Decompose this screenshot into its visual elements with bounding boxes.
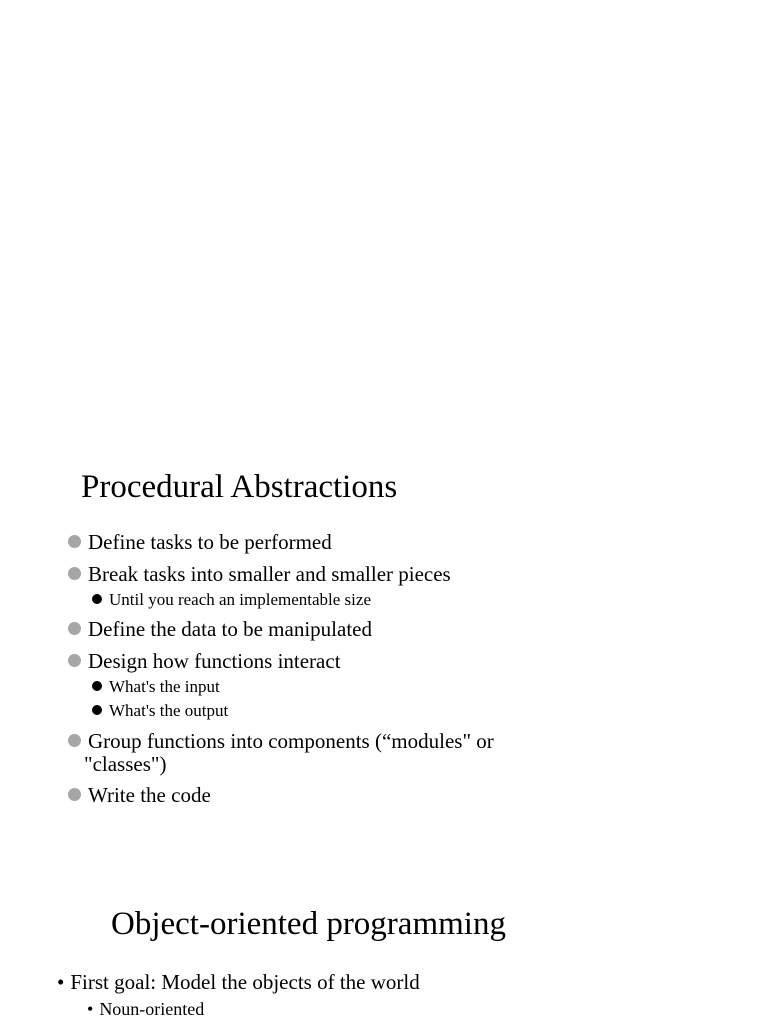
sub-bullet-item xyxy=(92,677,220,697)
bullet-icon xyxy=(68,622,81,635)
sub-bullet-icon xyxy=(92,705,102,715)
sub-bullet-text: Noun-oriented xyxy=(99,999,205,1019)
bullet-text: First goal: Model the objects of the world xyxy=(70,970,420,994)
slide-title-object-oriented-programming: Object-oriented programming xyxy=(111,906,506,942)
bullet-text: Define tasks to be performed xyxy=(88,530,332,554)
sub-bullet-icon xyxy=(92,681,102,691)
bullet-text: Write the code xyxy=(88,783,211,807)
bullet-icon xyxy=(68,654,81,667)
sub-bullet-text: What's the output xyxy=(109,701,229,720)
bullet-item xyxy=(68,618,538,641)
sub-bullet-item xyxy=(92,701,228,721)
bullet-text: Define the data to be manipulated xyxy=(88,617,372,641)
sub-bullet-item xyxy=(87,998,204,1020)
bullet-icon xyxy=(68,788,81,801)
bullet-item xyxy=(68,563,538,586)
bullet-icon xyxy=(68,535,81,548)
sub-bullet-icon: • xyxy=(87,999,94,1019)
bullet-icon xyxy=(68,567,81,580)
bullet-icon: • xyxy=(57,970,65,994)
sub-bullet-text: Until you reach an implementable size xyxy=(109,590,371,609)
bullet-text: Break tasks into smaller and smaller pieces xyxy=(88,562,451,586)
sub-bullet-item xyxy=(92,590,371,610)
bullet-item xyxy=(68,730,538,776)
bullet-text: Design how functions interact xyxy=(88,649,341,673)
bullet-item xyxy=(68,650,538,673)
sub-bullet-text: What's the input xyxy=(109,677,220,696)
bullet-item xyxy=(68,784,538,807)
bullet-icon xyxy=(68,734,81,747)
slide-title-procedural-abstractions: Procedural Abstractions xyxy=(81,469,398,505)
sub-bullet-icon xyxy=(92,594,102,604)
bullet-item xyxy=(68,531,538,554)
bullet-text: Group functions into components (“modules" or "classes") xyxy=(84,729,494,776)
bullet-item xyxy=(57,970,420,995)
